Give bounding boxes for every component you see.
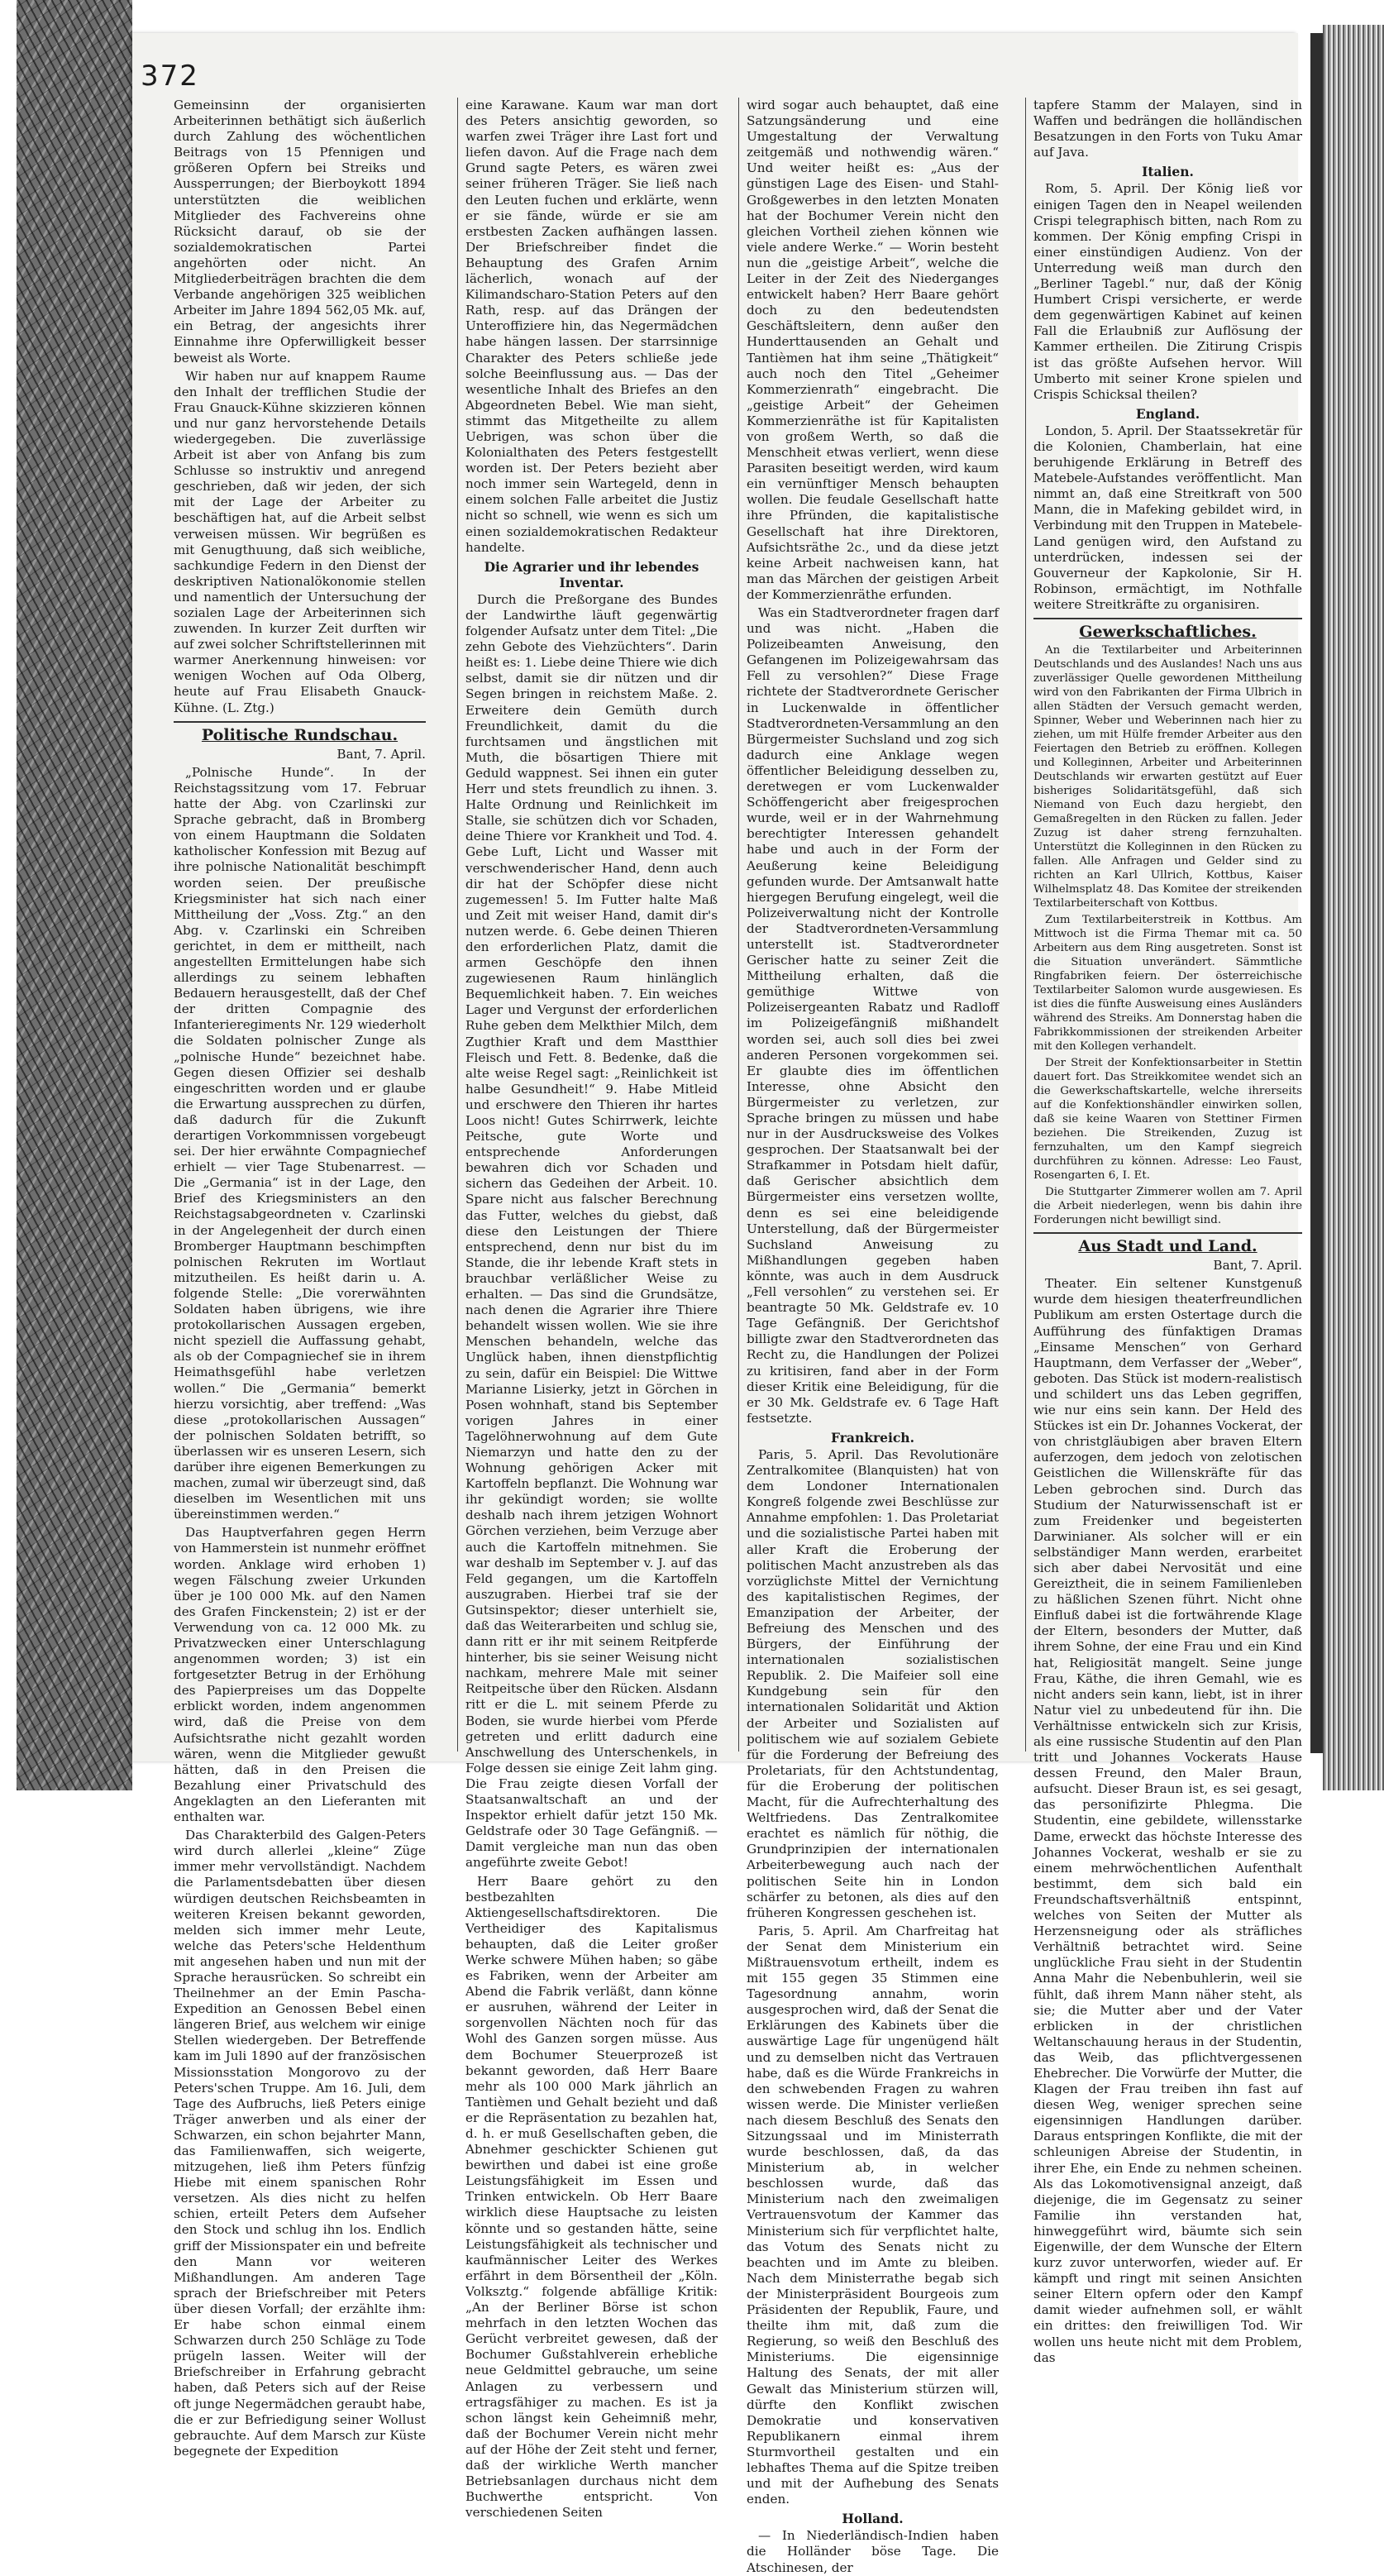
page-block-edge (1323, 25, 1384, 1790)
column-rule (457, 98, 458, 1752)
sub-title: Die Agrarier und ihr lebendes Inventar. (484, 558, 699, 590)
sub-title: England. (1135, 405, 1200, 422)
paragraph: London, 5. April. Der Staatssekretär für die Kolonien, Chamberlain, hat eine beruhigende Erklärung in Betreff des Matebele-Aufstandes veröffentlicht. Man nimmt an, daß eine Streitkraft von 500 Mann, die in Mafeking gebildet wird, in Verbindung mit den Truppen in Matebele-Land genügen wird, den Aufstand zu unterdrücken, indessen sei der Gouverneur der Kapkolonie, Sir H. Robinson, ermächtigt, im Nothfalle weitere Streitkräfte zu organisiren. (1033, 423, 1302, 612)
column-1 (174, 98, 426, 2459)
sub-title: Italien. (1142, 164, 1194, 180)
sub-title: Frankreich. (831, 1429, 914, 1446)
marbled-cover-edge (17, 0, 132, 1790)
paragraph: Wir haben nur auf knappem Raume den Inhalt der trefflichen Studie der Frau Gnauck-Kühne skizzieren können und nur ganz hervorstehende Details wiedergegeben. Die zuverlässige Arbeit ist aber von Anfang bis zum Schlusse so instruktiv und anregend geschrieben, daß wir jeden, der sich mit der Lage der Arbeiter zu beschäftigen hat, auf die Arbeit selbst verweisen müssen. Wir begrüßen es mit Genugthuung, daß sich weibliche, sachkundige Federn in den Dienst der deskriptiven Nationalökonomie stellen und namentlich der Untersuchung der sozialen Lage der Arbeiterinnen sich zuwenden. In kurzer Zeit durften wir auf zwei solcher Schriftstellerinnen mit warmer Anerkennung hinweisen: vor wenigen Wochen auf Oda Olberg, heute auf Frau Elisabeth Gnauck-Kühne. (L. Ztg.) (174, 368, 426, 715)
dateline: Bant, 7. April. (336, 746, 426, 762)
paragraph: Rom, 5. April. Der König ließ vor einigen Tagen den in Neapel weilenden Crispi telegraphisch bitten, nach Rom zu kommen. Der König empfing Crispi in einer einstündigen Audienz. Von der Unterredung weiß man durch den „Berliner Tagebl.“ nur, daß der König Humbert Crispi versicherte, er werde dem gegenwärtigen Kabinet auf keinen Fall die Erlaubniß zur Auflösung der Kammer ertheilen. Die Zitirung Crispis ist das größte Aufsehen hervor. Will Umberto mit seiner Krone spielen und Crispis Schicksal theilen? (1033, 181, 1302, 402)
paragraph: eine Karawane. Kaum war man dort des Peters ansichtig geworden, so warfen zwei Träger ihre Last fort und liefen davon. Auf die Frage nach dem Grund sagte Peters, es wären zwei seiner früheren Träger. Sie ließ nach den Leuten fuchen und erklärte, wenn er sie fände, würde er sie am erstbesten Zacken aufhängen lassen. Der Briefschreiber findet die Behauptung des Grafen Arnim lächerlich, wonach auf der Kilimandscharo-Station Peters auf den Rath, resp. auf das Drängen der Unteroffiziere hin, das Negermädchen habe hängen lassen. Der starrsinnige Charakter des Peters schließe jede solche Beeinflussung aus. — Das der wesentliche Inhalt des Briefes an den Abgeordneten Bebel. Wie man sieht, stimmt das Mitgetheilte zu allem Uebrigen, was schon über die Kolonialthaten des Peters festgestellt worden ist. Der Peters bezieht aber noch immer sein Wartegeld, denn in einem solchen Falle arbeitet die Justiz nicht so schnell, wie wenn es sich um einen sozialdemokratischen Redakteur handelte. (465, 98, 718, 555)
paragraph: wird sogar auch behauptet, daß eine Satzungsänderung und eine Umgestaltung der Verwaltung zeitgemäß und nothwendig wären.“ Und weiter heißt es: „Aus der günstigen Lage des Eisen- und Stahl-Großgewerbes in den letzten Monaten hat der Bochumer Verein nicht den gleichen Vortheil ziehen können wie viele andere Werke.“ — Worin besteht nun die „geistige Arbeit“, welche die Leiter in der Zeit des Niederganges entwickelt haben? Herr Baare gehört doch zu den bedeutendsten Geschäftsleitern, denn außer den Hunderttausenden an Gehalt und Tantièmen hat ihm seine „Thätigkeit“ auch noch den Titel „Geheimer Kommerzienrath“ eingebracht. Die „geistige Arbeit“ der Geheimen Kommerzienräthe ist für Kapitalisten von großem Werth, so daß die Menschheit etwas verliert, wenn diese Parasiten beseitigt werden, wird kaum ein vernünftiger Mensch behaupten wollen. Die feudale Gesellschaft hatte ihre Pfründen, die kapitalistische Gesellschaft hat ihre Direktoren, Aufsichtsräthe 2c., und da diese jetzt keine Arbeit nachweisen kann, hat man das Märchen der geistigen Arbeit der Kommerzienräthe erfunden. (747, 98, 999, 602)
paragraph: Paris, 5. April. Das Revolutionäre Zentralkomitee (Blanquisten) hat von dem Londoner Internationalen Kongreß folgende zwei Beschlüsse zur Annahme empfohlen: 1. Das Proletariat und die sozialistische Partei haben mit aller Kraft die Eroberung der politischen Macht anzustreben als das vorzüglichste Mittel der Vernichtung des kapitalistischen Regimes, der Emanzipation der Arbeiter, der Befreiung des Menschen und des Bürgers, der Einführung der internationalen sozialistischen Republik. 2. Die Maifeier soll eine Kundgebung sein für den internationalen Solidarität und Aktion der Arbeiter und Sozialisten auf politischem wie auf sozialem Gebiete für die Forderung der Befreiung des Proletariats, für den Achtstundentag, für die Eroberung der politischen Macht, für die Aufrechterhaltung des Weltfriedens. Das Zentralkomitee erachtet es nämlich für nöthig, die Grundprinzipien der internationalen Arbeiterbewegung auch nach der politischen Seite hin in London schärfer zu betonen, als dies auf den früheren Kongressen geschehen ist. (747, 1446, 999, 1920)
paragraph: — In Niederländisch-Indien haben die Holländer böse Tage. Die Atschinesen, der (747, 2528, 999, 2575)
paragraph: An die Textilarbeiter und Arbeiterinnen Deutschlands und des Auslandes! Nach uns aus zuverlässiger Quelle gewordenen Mittheilung wird von den Fabrikanten der Firma Ulbrich in allen Städten der Versuch gemacht werden, Spinner, Weber und Weberinnen nach hier zu ziehen, um mit Hülfe fremder Arbeiter aus den Feiertagen den Betrieb zu eröffnen. Kollegen und Kolleginnen, Arbeiter und Arbeiterinnen Deutschlands wir erwarten gestützt auf Euer bisheriges Solidaritätsgefühl, daß sich Niemand von Euch dazu hergiebt, den Gemaßregelten in den Rücken zu fallen. Jeder Zuzug ist daher streng fernzuhalten. Unterstützt die Kolleginnen in den Rücken zu fallen. Alle Anfragen und Gelder sind zu richten an Karl Ullrich, Kottbus, Kaiser Wilhelmsplatz 48. Das Komitee der streikenden Textilarbeiterschaft von Kottbus. (1033, 644, 1302, 910)
column-3 (747, 98, 999, 2575)
section-title: Aus Stadt und Land. (1078, 1237, 1258, 1256)
divider (174, 721, 426, 723)
paragraph: Herr Baare gehört zu den bestbezahlten Aktiengesellschaftsdirektoren. Die Vertheidiger des Kapitalismus behaupten, daß die Leiter großer Werke schwere Mühen haben; so gäbe es Fabriken, wenn der Arbeiter am Abend die Fabrik verläßt, dann könne er ausruhen, während der Leiter in sorgenvollen Nächten noch für das Wohl des Ganzen sorgen müsse. Aus dem Bochumer Steuerprozeß ist bekannt geworden, daß Herr Baare mehr als 100 000 Mark jährlich an Tantièmen und Gehalt bezieht und daß er die Repräsentation zu bezahlen hat, d. h. er muß Gesellschaften geben, die Abnehmer geschickter Schienen gut bewirthen und dabei ist eine große Leistungsfähigkeit im Essen und Trinken entwickeln. Ob Herr Baare wirklich diese Hauptsache zu leisten könnte und so gestanden hätte, seine Leistungsfähigkeit als technischer und kaufmännischer Leiter des Werkes erfährt in dem Börsentheil der „Köln. Volksztg.“ folgende abfällige Kritik: „An der Berliner Börse ist schon mehrfach in den letzten Wochen das Gerücht verbreitet gewesen, daß der Bochumer Gußstahlverein erhebliche neue Geldmittel gebrauche, um seine Anlagen zu verbessern und ertragsfähiger zu machen. Es ist ja schon längst kein Geheimniß mehr, daß der Bochumer Verein nicht mehr auf der Höhe der Zeit steht und ferner, daß der wirkliche Werth mancher Betriebsanlagen durchaus nicht dem Buchwerthe entspricht. Von verschiedenen Seiten (465, 1873, 718, 2521)
column-rule (1025, 98, 1026, 1752)
paragraph: Der Streit der Konfektionsarbeiter in Stettin dauert fort. Das Streikkomitee wendet sich an die Gewerkschaftskartelle, welche ihrerseits auf die Konfektionshändler einwirken sollen, daß sie keine Waaren von Stettiner Firmen beziehen. Die Streikenden, Zuzug ist fernzuhalten, um den Kampf siegreich durchführen zu können. Adresse: Leo Faust, Rosengarten 6, I. Et. (1033, 1057, 1302, 1183)
paragraph: Gemeinsinn der organisierten Arbeiterinnen bethätigt sich äußerlich durch Zahlung des wöchentlichen Beitrags von 15 Pfennigen und größeren Opfern bei Streiks und Aussperrungen; der Bierboykott 1894 unterstützten die weiblichen Mitglieder des Fachvereins ohne Rücksicht darauf, ob sie der sozialdemokratischen Partei angehörten oder nicht. An Mitgliederbeiträgen brachten die dem Verbande angehörigen 325 weiblichen Arbeiter im Jahre 1894 562,05 Mk. auf, ein Betrag, der angesichts ihrer Einnahme ihre Opferwilligkeit besser beweist als Worte. (174, 98, 426, 366)
section-title: Politische Rundschau. (201, 725, 398, 744)
column-4 (1033, 98, 1302, 2365)
section-title: Gewerkschaftliches. (1079, 623, 1257, 641)
dateline: Bant, 7. April. (1213, 1258, 1302, 1274)
paragraph: tapfere Stamm der Malayen, sind in Waffen und bedrängen die holländischen Besatzungen in den Forts von Tuku Amar auf Java. (1033, 98, 1302, 160)
page-block-shadow (1310, 33, 1323, 1753)
paragraph: Das Hauptverfahren gegen Herrn von Hammerstein ist nunmehr eröffnet worden. Anklage wird erhoben 1) wegen Fälschung zweier Urkunden über je 100 000 Mk. auf den Namen des Grafen Finckenstein; 2) ist er der Verwendung von ca. 12 000 Mk. zu Privatzwecken einer Unterschlagung angenommen worden; 3) ist ein fortgesetzter Betrug in der Erhöhung des Papierpreises um das Doppelte erblickt worden, indem angenommen wird, daß die Preise von dem Aufsichtsrathe nicht gezahlt worden wären, wenn die Mitglieder gewußt hätten, daß in den Preisen die Bezahlung einer Privatschuld des Angeklagten an den Lieferanten mit enthalten war. (174, 1525, 426, 1825)
paragraph: „Polnische Hunde“. In der Reichstagssitzung vom 17. Februar hatte der Abg. von Czarlinski zur Sprache gebracht, daß in Bromberg von einem Hauptmann die Soldaten katholischer Konfession mit Bezug auf ihre polnische Nationalität beschimpft worden seien. Der preußische Kriegsminister hat sich nach einer Mittheilung der „Voss. Ztg.“ an den Abg. v. Czarlinski ein Schreiben gerichtet, in dem er mittheilt, nach angestellten Ermittelungen habe sich allerdings zu seinem lebhaften Bedauern herausgestellt, daß der Chef der dritten Compagnie des Infanterieregiments Nr. 129 wiederholt die Soldaten polnischer Zunge als „polnische Hunde“ bezeichnet habe. Gegen diesen Offizier sei deshalb eingeschritten worden und er glaube die Erwartung aussprechen zu dürfen, daß dadurch für die Zukunft derartigen Vorkommnissen vorgebeugt sei. Der hier erwähnte Compagniechef erhielt — vier Tage Stubenarrest. — Die „Germania“ ist in der Lage, den Brief des Kriegsministers an den Reichstagsabgeordneten v. Czarlinski in der Angelegenheit der durch einen Bromberger Hauptmann beschimpften polnischen Rekruten im Wortlaut mitzutheilen. Es heißt darin u. A. folgende Stelle: „Die vorerwähnten Soldaten haben übrigens, wie ihre protokollarischen Aussagen ergeben, nicht speziell die Auffassung gehabt, als ob der Compagniechef sie in ihrem Heimathsgefühl habe verletzen wollen.“ Die „Germania“ bemerkt hierzu vorsichtig, aber treffend: „Was diese „protokollarischen Aussagen“ der polnischen Soldaten betrifft, so überlassen wir es unseren Lesern, sich darüber ihre eigenen Bemerkungen zu machen, zumal wir überzeugt sind, daß dieselben im Wesentlichen mit uns übereinstimmen werden.“ (174, 764, 426, 1522)
paragraph: Was ein Stadtverordneter fragen darf und was nicht. „Haben die Polizeibeamten Anweisung, den Gefangenen im Polizeigewahrsam das Fell zu versohlen?“ Diese Frage richtete der Stadtverordnete Gerischer in Luckenwalde in öffentlicher Stadtverordneten-Versammlung an den Bürgermeister Suchsland und zog sich dadurch eine Anklage wegen öffentlicher Beleidigung desselben zu, deretwegen er vom Luckenwalder Schöffengericht aber freigesprochen wurde, weil er in der Wahrnehmung berechtigter Interessen gehandelt habe und auch in der Form der Aeußerung keine Beleidigung gefunden wurde. Der Amtsanwalt hatte hiergegen Berufung eingelegt, weil die Polizeiverwaltung nicht der Kontrolle der Stadtverordneten-Versammlung unterstellt ist. Stadtverordneter Gerischer hatte zu seiner Zeit die Mittheilung erhalten, daß die gemüthige Wittwe von Polizeisergeanten Rabatz und Radloff im Polizeigefängniß mißhandelt worden sei, auch soll dies bei zwei anderen Personen vorgekommen sei. Er glaubte dies im öffentlichen Interesse, ohne Absicht den Bürgermeister zu verletzen, zur Sprache bringen zu müssen und habe nur in der Ausdrucksweise des Volkes gesprochen. Der Staatsanwalt bei der Strafkammer in Potsdam hielt dafür, daß Gerischer absichtlich dem Bürgermeister eins versetzen wollte, denn es sei eine beleidigende Unterstellung, daß der Bürgermeister Suchsland Anweisung zu Mißhandlungen gegeben haben könnte, was auch in dem Ausdruck „Fell versohlen“ zu verstehen sei. Er beantragte 50 Mk. Geldstrafe ev. 10 Tage Gefängniß. Der Gerichtshof billigte zwar den Stadtverordneten das Recht zu, die Handlungen der Polizei zu kritisiren, fand aber in der Form dieser Kritik eine Beleidigung, für die er 30 Mk. Geldstrafe ev. 6 Tage Haft festsetzte. (747, 605, 999, 1426)
paragraph: Durch die Preßorgane des Bundes der Landwirthe läuft gegenwärtig folgender Aufsatz unter dem Titel: „Die zehn Gebote des Viehzüchters“. Darin heißt es: 1. Liebe deine Thiere wie dich selbst, damit sie dir nützen und dir Segen bringen in reichstem Maße. 2. Erweitere dein Gemüth durch Freundlichkeit, damit du die furchtsamen und ängstlichen mit Muth, die bösartigen Thiere mit Geduld wappnest. Sei ihnen ein guter Herr und stets freundlich zu ihnen. 3. Halte Ordnung und Reinlichkeit im Stalle, sie schützen dich vor Schaden, deine Thiere vor Krankheit und Tod. 4. Gebe Luft, Licht und Wasser mit verschwenderischer Hand, denn auch dir hat der Schöpfer diese nicht zugemessen! 5. Im Futter halte Maß und Zeit mit weiser Hand, damit dir's nutzen werde. 6. Gebe deinen Thieren den erforderlichen Platz, damit die armen Geschöpfe den ihnen zugewiesenen Raum hinlänglich Bequemlichkeit haben. 7. Ein weiches Lager und Vergunst der erforderlichen Ruhe geben dem Melkthier Milch, dem Zugthier Kraft und dem Mastthier Fleisch und Fett. 8. Bedenke, daß die alte weise Regel sagt: „Reinlichkeit ist halbe Gesundheit!“ 9. Habe Mitleid und erschwere den Thieren ihr hartes Loos nicht! Gutes Schirrwerk, leichte Peitsche, gute Worte und entsprechende Anforderungen bewahren dich vor Schaden und sichern das Gedeihen der Arbeit. 10. Spare nicht aus falscher Berechnung das Futter, welches du giebst, daß diese den Leistungen der Thiere entsprechend, denn nur bist du im Stande, die ihr lebende Kraft stets in brauchbar verläßlicher Weise zu erhalten. — Das sind die Grundsätze, nach denen die Agrarier ihre Thiere behandelt wissen wollen. Wie sie ihre Menschen behandeln, welche das Unglück haben, ihnen dienstpflichtig zu sein, dafür ein Beispiel: Die Wittwe Marianne Lisierky, jetzt in Görchen in Posen wohnhaft, stand bis September vorigen Jahres in einer Tagelöhnerwohnung auf dem Gute Niemarzyn und hatte den zu der Wohnung gehörigen Acker mit Kartoffeln bepflanzt. Die Wohnung war ihr gekündigt worden; sie wollte deshalb nach ihrem jetzigen Wohnort Görchen verziehen, beim Verzuge aber auch die Kartoffeln mitnehmen. Sie war deshalb im September v. J. auf das Feld gegangen, um die Kartoffeln auszugraben. Hierbei traf sie der Gutsinspektor; dieser unterhielt sie, daß das Weiterarbeiten und schlug sie, dann ritt er ihr mit seinem Reitpferde hinterher, bis sie seiner Weisung nicht nachkam, mehrere Male mit seiner Reitpeitsche über den Rücken. Alsdann ritt er die L. mit seinem Pferde zu Boden, sie wurde hierbei vom Pferde getreten und erlitt dadurch eine Anschwellung des Unterschenkels, in Folge dessen sie einige Zeit lahm ging. Die Frau zeigte diesen Vorfall der Staatsanwaltschaft an und der Inspektor erhielt dafür jetzt 150 Mk. Geldstrafe oder 30 Tage Gefängniß. — Damit vergleiche man nun das oben angeführte zweite Gebot! (465, 591, 718, 1871)
paragraph: Paris, 5. April. Am Charfreitag hat der Senat dem Ministerium ein Mißtrauensvotum ertheilt, indem es mit 155 gegen 35 Stimmen eine Tagesordnung annahm, worin ausgesprochen wird, daß der Senat die Erklärungen des Kabinets über die auswärtige Lage für ungenügend hält und zu demselben nicht das Vertrauen habe, daß es die Würde Frankreichs in den schwebenden Fragen zu wahren wissen werde. Die Minister verließen nach diesem Beschluß des Senats den Sitzungssaal und im Ministerrath wurde beschlossen, daß, da das Ministerium ab, in welcher beschlossen wurde, daß das Ministerium nach den zweimaligen Vertrauensvotum der Kammer das Ministerium sich für verpflichtet halte, das Votum des Senats nicht zu beachten und im Amte zu bleiben. Nach dem Ministerrathe begab sich der Ministerpräsident Bourgeois zum Präsidenten der Republik, Faure, und theilte ihm mit, daß zum die Regierung, so weiß den Beschluß des Ministeriums. Die eigensinnige Haltung des Senats, der mit aller Gewalt das Ministerium stürzen will, dürfte den Konflikt zwischen Demokratie und konservativen Republikanern einmal ihrem Sturmvortheil gestalten und ein lebhaftes Thema auf die Spitze treiben und mit der Aufhebung des Senats enden. (747, 1923, 999, 2507)
page-number: 372 (141, 60, 199, 93)
paragraph: Das Charakterbild des Galgen-Peters wird durch allerlei „kleine“ Züge immer mehr vervollständigt. Nachdem die Parlamentsdebatten über diesen würdigen deutschen Reichsbeamten in weiteren Kreisen bekannt geworden, melden sich immer mehr Leute, welche das Peters'sche Heldenthum mit angesehen haben und nun mit der Sprache herausrücken. So schreibt ein Theilnehmer an der Emin Pascha-Expedition an Genossen Bebel einen längeren Brief, aus welchem wir einige Stellen wiedergeben. Der Betreffende kam im Juli 1890 auf der französischen Missionsstation Mongorovo zu der Peters'schen Truppe. Am 16. Juli, dem Tage des Aufbruchs, ließ Peters einige Träger anwerben und als einer der Schwarzen, ein schon bejahrter Mann, das Familienwaffen, sich weigerte, mitzugehen, ließ ihm Peters fünfzig Hiebe mit einem spanischen Rohr versetzen. Als dies nicht zu helfen schien, erteilt Peters dem Aufseher den Stock und schlug ihn los. Endlich griff der Missionspater ein und befreite den Mann vor weiteren Mißhandlungen. Am anderen Tage sprach der Briefschreiber mit Peters über diesen Vorfall; der erzählte ihm: Er habe schon einmal einem Schwarzen durch 250 Schläge zu Tode prügeln lassen. Weiter will der Briefschreiber in Erfahrung gebracht haben, daß Peters sich auf der Reise oft junge Negermädchen geraubt habe, die er zur Befriedigung seiner Wollust gebrauchte. Auf dem Marsch zur Küste begegnete der Expedition (174, 1828, 426, 2459)
divider (1033, 618, 1302, 619)
paragraph: Zum Textilarbeiterstreik in Kottbus. Am Mittwoch ist die Firma Themar mit ca. 50 Arbeitern aus dem Ring ausgetreten. Sonst ist die Situation unverändert. Sämmtliche Ringfabriken feiern. Der österreichische Textilarbeiter Salomon wurde ausgewiesen. Es ist dies die fünfte Ausweisung eines Ausländers während des Streiks. Am Donnerstag haben die Fabrikkommissionen der streikenden Arbeiter mit den Kollegen verhandelt. (1033, 914, 1302, 1054)
column-2 (465, 98, 718, 2521)
sub-title: Holland. (842, 2511, 904, 2527)
divider (1033, 1232, 1302, 1234)
column-rule (738, 98, 739, 1752)
paragraph: Theater. Ein seltener Kunstgenuß wurde dem hiesigen theaterfreundlichen Publikum am ersten Ostertage durch die Aufführung des fünfaktigen Dramas „Einsame Menschen“ von Gerhard Hauptmann, dem Verfasser der „Weber“, geboten. Das Stück ist modern-realistisch und schildert uns das Leben gegriffen, wie nur eins sein kann. Der Held des Stückes ist ein Dr. Johannes Vockerat, der von christgläubigen aber braven Eltern auferzogen, dem jedoch von zelotischen Geistlichen die Willenskräfte für das Leben gebrochen sind. Durch das Studium der Naturwissenschaft ist er zum Freidenker und begeisterten Darwinianer. Als solcher will er ein selbständiger Mann werden, erarbeitet sich aber dabei Nervosität und eine Gereiztheit, die in seinem Familienleben zu häßlichen Szenen führt. Nicht ohne Einfluß dabei ist die fortwährende Klage der Eltern, besonders der Mutter, daß ihrem Sohne, der eine Frau und ein Kind hat, Religiosität mangelt. Seine junge Frau, Käthe, die ihren Gemahl, wie es nicht anders sein kann, liebt, ist in ihrer Natur viel zu unbedeutend für ihn. Die Verhältnisse entwickeln sich zur Krisis, als eine russische Studentin auf den Plan tritt und Johannes Vockerats Hause dessen Freund, den Maler Braun, aufsucht. Dieser Braun ist, es sei gesagt, das personifizirte Phlegma. Die Studentin, eine gebildete, willensstarke Dame, erweckt das höchste Interesse des Johannes Vockerat, weshalb er sie zu einem mehrwöchentlichen Aufenthalt bestimmt, dem sich bald ein Freundschaftsverhältniß entspinnt, welches von Seiten der Mutter als Herzensneigung oder als sträfliches Verhältniß betrachtet wird. Seine unglückliche Frau sieht in der Studentin Anna Mahr die Nebenbuhlerin, weil sie fühlt, daß ihrem Mann näher steht, als sie; die Mutter aber und der Vater erblicken in der christlichen Weltanschauung heraus in der Studentin, das Weib, das pflichtvergessenen Ehebrecher. Die Vorwürfe der Mutter, die Klagen der Frau treiben ihn fast auf diesen Weg, weniger sprechen seine eigensinnigen Handlungen darüber. Daraus entspringen Konflikte, die mit der schleunigen Abreise der Studentin, in ihrer Ehe, ein Ende zu nehmen scheinen. Als das Lokomotivensignal anzeigt, daß diejenige, die im Gegensatz zu seiner Familie ihn verstanden hat, hinweggeführt wird, bäumte sich sein Eigenwille, der dem Wunsche der Eltern kurz zuvor unterworfen, wieder auf. Er kämpft und ringt mit seinen Ansichten seiner Eltern opfern oder den Kampf damit wieder aufnehmen soll, er wählt ein drittes: den freiwilligen Tod. Wir wollen uns heute nicht mit dem Problem, das (1033, 1276, 1302, 2365)
paragraph: Die Stuttgarter Zimmerer wollen am 7. April die Arbeit niederlegen, wenn bis dahin ihre Forderungen nicht bewilligt sind. (1033, 1186, 1302, 1227)
